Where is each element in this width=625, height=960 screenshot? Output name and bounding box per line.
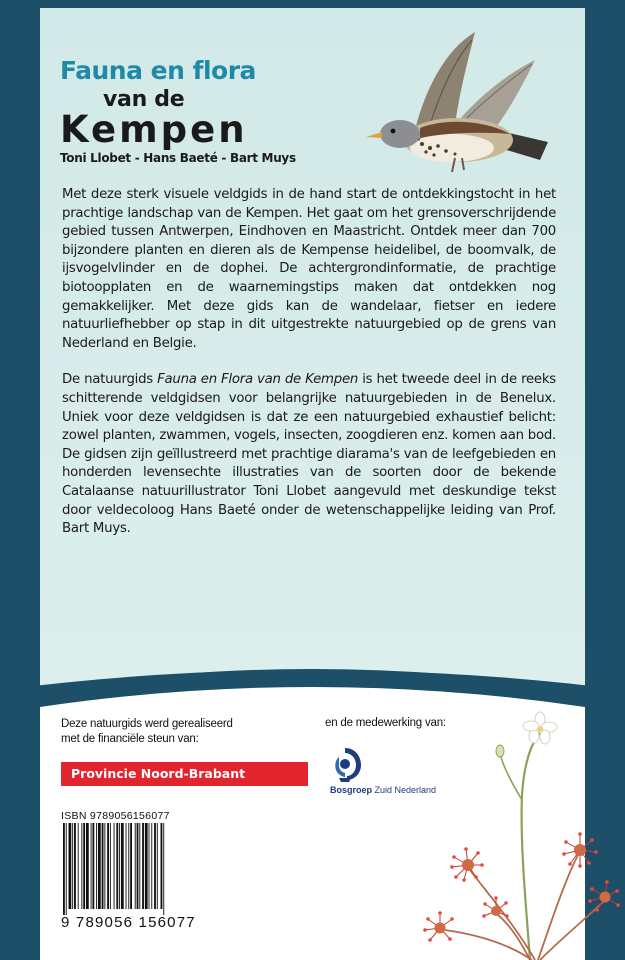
cooperation-text: en de medewerking van: [325,717,446,729]
barcode-digits: 9 789056 156077 [61,914,196,931]
title-kempen: Kempen [60,108,248,151]
description-paragraph-1: Met deze sterk visuele veldgids in de hand start de ontdekkingstocht in het prachtige landschap van de Kempen. Het gaat om het grensoverschrijdende gebied tussen Antwerpen, Eindhoven en Maastricht. Ontdek meer dan 700 bijzondere planten en dieren als de Kempense heidelibel, de boomvalk, de ijsvogelvlinder en de dophei. De achtergrondinformatie, de prachtige biotoopplaten en de waarnemingstips maken dat ontdekken nog gemakkelijker. Met deze gids kan de wandelaar, fietser en iedere natuurliefhebber op stap in dit uitgestrekte natuurgebied op de grens van Nederland en Belgie. [62,187,556,351]
bosgroep-logo-icon [325,745,365,785]
title-van-de: van de [103,87,185,112]
bosgroep-name: Bosgroep Zuid Nederland [330,785,437,795]
isbn-label: ISBN 9789056156077 [61,810,170,822]
barcode-icon [61,823,195,915]
province-noord-brabant-logo: Provincie Noord-Brabant [61,762,308,786]
authors: Toni Llobet - Hans Baeté - Bart Muys [60,151,296,165]
financial-support-text: Deze natuurgids werd gerealiseerd met de financiële steun van: [61,718,233,745]
fieldfare-bird-illustration [360,20,550,185]
description-text [62,186,556,557]
description-paragraph-2: De natuurgids Fauna en Flora van de Kempen is het tweede deel in de reeks schitterende veldgidsen voor belangrijke natuurgebieden in de Benelux. Uniek voor deze veldgidsen is dat ze een natuurgebied exhaustief belicht: zowel planten, zwammen, vogels, insecten, zoogdieren enz. komen aan bod. De gidsen zijn geïllustreerd met prachtige diarama's van de leefgebieden en honderden levensechte illustraties van de soorten door de bekende Catalaanse natuurillustrator Toni Llobet aangevuld met deskundige tekst door veldecoloog Hans Baeté onder de wetenschappelijke leiding van Prof. Bart Muys. [62,372,556,537]
book-title-italic: Fauna en Flora van de Kempen [157,372,359,388]
title-fauna-en-flora: Fauna en flora [60,56,256,85]
sundew-plant-illustration [400,705,625,960]
